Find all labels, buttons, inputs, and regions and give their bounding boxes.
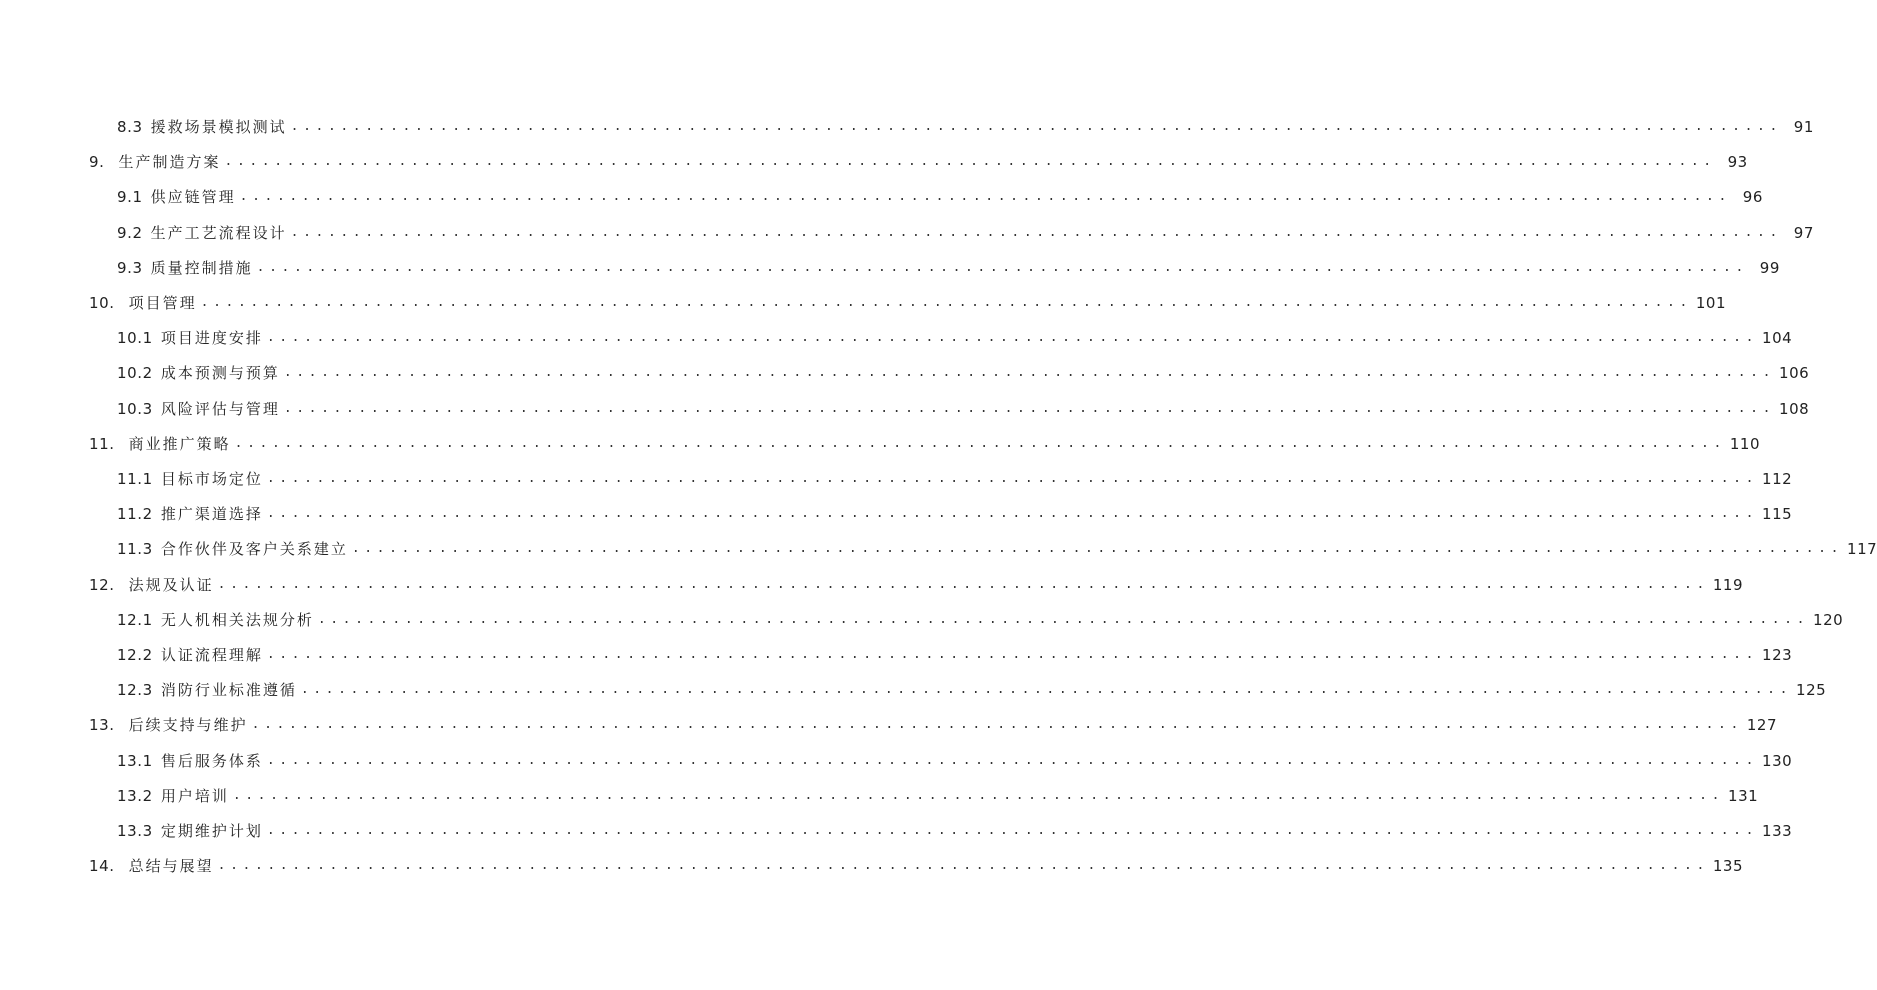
toc-section-entry[interactable] <box>117 639 1793 665</box>
toc-entry-title: 项目管理 <box>128 294 197 312</box>
toc-entry-number: 9.1 <box>117 188 143 207</box>
toc-entry-title: 用户培训 <box>160 786 229 805</box>
toc-dot-leader: ........................................................................................................................ <box>256 259 1748 275</box>
toc-entry-number: 9.3 <box>117 258 143 277</box>
toc-entry-number: 9. <box>89 153 105 172</box>
toc-entry-title: 后续支持与维护 <box>128 716 248 735</box>
toc-entry-title: 目标市场定位 <box>160 470 263 488</box>
toc-entry-title: 成本预测与预算 <box>160 364 280 383</box>
toc-entry-number: 13. <box>89 716 115 735</box>
toc-page-number: 135 <box>1712 857 1744 876</box>
toc-entry-number: 10. <box>89 294 115 312</box>
toc-dot-leader: ........................................................................................................................ <box>283 365 1776 381</box>
toc-page-number: 115 <box>1762 505 1793 524</box>
toc-entry-number: 11.3 <box>117 540 153 559</box>
toc-section-entry[interactable] <box>117 815 1793 841</box>
toc-entry-title: 生产工艺流程设计 <box>150 223 287 242</box>
toc-section-entry[interactable] <box>117 217 1814 243</box>
toc-chapter-entry[interactable] <box>89 146 1748 172</box>
toc-entry-title: 项目进度安排 <box>160 329 263 348</box>
toc-page-number: 108 <box>1779 399 1810 418</box>
toc-entry-number: 10.3 <box>117 399 153 418</box>
toc-section-entry[interactable] <box>117 252 1780 278</box>
toc-entry-title: 合作伙伴及客户关系建立 <box>160 540 348 559</box>
toc-entry-number: 11.2 <box>117 505 153 524</box>
toc-entry-title: 质量控制措施 <box>150 258 253 277</box>
toc-dot-leader: ........................................................................................................................ <box>351 541 1844 557</box>
toc-entry-number: 11. <box>89 434 115 453</box>
toc-entry-title: 认证流程理解 <box>160 646 263 664</box>
toc-dot-leader: ........................................................................................................................ <box>266 647 1759 662</box>
toc-chapter-entry[interactable] <box>89 287 1727 313</box>
toc-entry-number: 12.2 <box>117 646 153 664</box>
toc-section-entry[interactable] <box>117 181 1763 207</box>
toc-entry-title: 消防行业标准遵循 <box>160 681 297 700</box>
toc-dot-leader: ........................................................................................................................ <box>217 576 1709 592</box>
toc-entry-title: 推广渠道选择 <box>160 505 263 524</box>
toc-page-number: 93 <box>1727 153 1748 172</box>
toc-dot-leader: ........................................................................................................................ <box>283 400 1776 416</box>
toc-page-number: 106 <box>1779 364 1810 383</box>
toc-entry-number: 13.2 <box>117 786 153 805</box>
toc-chapter-entry[interactable] <box>89 569 1744 595</box>
toc-entry-title: 援救场景模拟测试 <box>150 118 287 136</box>
toc-page-number: 96 <box>1742 188 1763 207</box>
toc-entry-number: 13.3 <box>117 822 153 840</box>
toc-dot-leader: ........................................................................................................................ <box>234 435 1726 451</box>
toc-page-number: 101 <box>1695 294 1727 312</box>
toc-page-number: 133 <box>1762 822 1793 840</box>
toc-page-number: 125 <box>1796 681 1827 700</box>
toc-dot-leader: ........................................................................................................................ <box>239 189 1731 205</box>
toc-section-entry[interactable] <box>117 604 1844 630</box>
toc-entry-title: 售后服务体系 <box>160 751 263 770</box>
toc-page-number: 99 <box>1759 258 1780 277</box>
toc-dot-leader: ........................................................................................................................ <box>266 471 1759 486</box>
toc-dot-leader: ........................................................................................................................ <box>317 611 1810 627</box>
toc-entry-number: 11.1 <box>117 470 153 488</box>
toc-page-number: 120 <box>1813 610 1844 629</box>
toc-page-number: 123 <box>1762 646 1793 664</box>
toc-dot-leader: ........................................................................................................................ <box>266 752 1759 768</box>
toc-entry-title: 风险评估与管理 <box>160 399 280 418</box>
toc-page-number: 112 <box>1762 470 1793 488</box>
toc-dot-leader: ........................................................................................................................ <box>300 682 1793 698</box>
toc-entry-number: 10.1 <box>117 329 153 348</box>
toc-page-number: 110 <box>1729 434 1761 453</box>
toc-entry-number: 12.3 <box>117 681 153 700</box>
toc-chapter-entry[interactable] <box>89 850 1744 876</box>
toc-section-entry[interactable] <box>117 533 1877 559</box>
toc-section-entry[interactable] <box>117 674 1827 700</box>
toc-section-entry[interactable] <box>117 111 1814 137</box>
toc-entry-number: 14. <box>89 857 115 876</box>
toc-page-number: 97 <box>1793 223 1814 242</box>
toc-entry-number: 10.2 <box>117 364 153 383</box>
toc-section-entry[interactable] <box>117 498 1793 524</box>
toc-page-number: 131 <box>1728 786 1759 805</box>
toc-section-entry[interactable] <box>117 393 1810 419</box>
toc-entry-title: 生产制造方案 <box>118 153 221 172</box>
toc-entry-number: 12. <box>89 575 115 594</box>
toc-dot-leader: ........................................................................................................................ <box>217 858 1709 874</box>
toc-chapter-entry[interactable] <box>89 709 1778 735</box>
toc-page-number: 117 <box>1847 540 1877 559</box>
toc-entry-title: 无人机相关法规分析 <box>160 610 314 629</box>
toc-page-number: 127 <box>1746 716 1778 735</box>
toc-dot-leader: ........................................................................................................................ <box>266 823 1759 838</box>
toc-dot-leader: ........................................................................................................................ <box>251 717 1743 733</box>
toc-entry-title: 总结与展望 <box>128 857 214 876</box>
toc-dot-leader: ........................................................................................................................ <box>266 506 1759 522</box>
toc-entry-title: 法规及认证 <box>128 575 214 594</box>
toc-entry-number: 9.2 <box>117 223 143 242</box>
toc-chapter-entry[interactable] <box>89 428 1761 454</box>
toc-section-entry[interactable] <box>117 745 1793 771</box>
toc-dot-leader: ........................................................................................................................ <box>200 295 1692 310</box>
toc-dot-leader: ........................................................................................................................ <box>224 154 1716 170</box>
toc-entry-title: 定期维护计划 <box>160 822 263 840</box>
toc-dot-leader: ........................................................................................................................ <box>232 787 1725 803</box>
toc-entry-number: 13.1 <box>117 751 153 770</box>
toc-entry-title: 商业推广策略 <box>128 434 231 453</box>
toc-page-number: 119 <box>1712 575 1744 594</box>
toc-section-entry[interactable] <box>117 780 1759 806</box>
toc-section-entry[interactable] <box>117 463 1793 489</box>
toc-page-number: 130 <box>1762 751 1793 770</box>
toc-page-number: 91 <box>1793 118 1814 136</box>
toc-section-entry[interactable] <box>117 357 1810 383</box>
toc-dot-leader: ........................................................................................................................ <box>266 330 1759 346</box>
toc-entry-number: 12.1 <box>117 610 153 629</box>
toc-section-entry[interactable] <box>117 322 1793 348</box>
toc-page-number: 104 <box>1762 329 1793 348</box>
toc-dot-leader: ........................................................................................................................ <box>290 224 1782 240</box>
toc-entry-number: 8.3 <box>117 118 143 136</box>
toc-entry-title: 供应链管理 <box>150 188 236 207</box>
toc-dot-leader: ........................................................................................................................ <box>290 119 1782 134</box>
